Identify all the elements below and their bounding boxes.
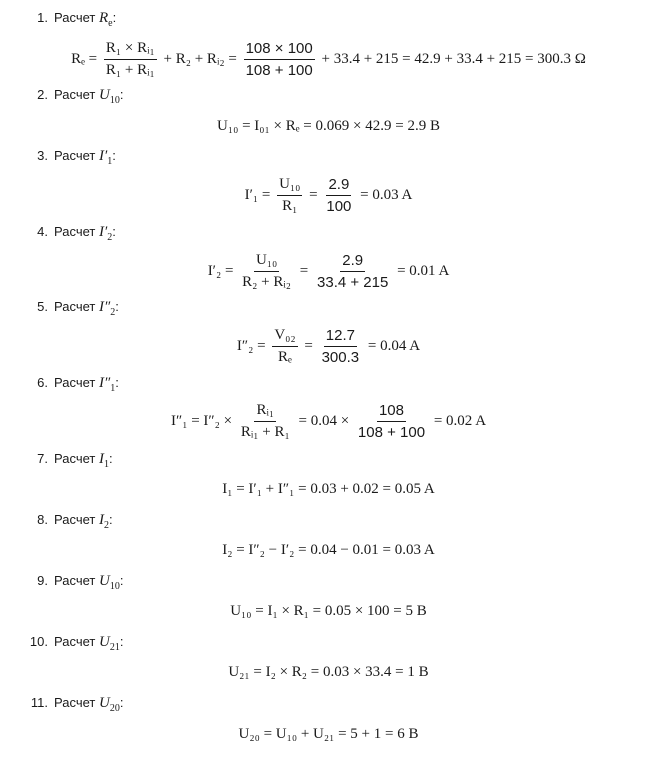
numerator: Rᵢ₁ [254,402,276,422]
symbol-base: I′ [98,224,108,240]
formula-5 [0,327,657,366]
step-label: Расчет [54,10,96,25]
symbol-sub: 20 [109,703,120,714]
formula-mid: = [309,186,318,203]
numerator: 12.7 [324,327,357,347]
numerator: U₁₀ [277,176,302,196]
step-symbol [98,375,116,394]
numerator: 2.9 [340,252,365,272]
denominator: 300.3 [321,349,360,366]
formula-rest: = 0.04 A [367,337,421,354]
step-number: 1. [37,10,48,25]
step-symbol [98,299,116,318]
symbol-sub: 10 [109,581,120,592]
fraction [315,252,390,291]
denominator: 108 + 100 [357,424,426,441]
step-symbol [98,634,120,653]
formula-rest: = 0.02 A [433,412,487,429]
step-9-heading: 9. Расчет $U_{10}$: [0,571,123,591]
step-label: Расчет [54,695,96,710]
symbol-base: I″ [98,375,111,391]
step-number: 4. [37,224,48,239]
symbol-sub: 1 [110,383,116,394]
numerator: R₁ × Rᵢ₁ [104,40,157,60]
step-1-heading: 1. Расчет $R_e$: [0,8,116,28]
step-number: 10. [29,634,48,649]
denominator: R₁ + Rᵢ₁ [105,62,155,78]
symbol-base: U [98,695,110,711]
symbol-sub: 2 [107,232,113,243]
formula-mid: = [304,337,313,354]
symbol-base: I″ [98,299,111,315]
formula-10: U₂₁ = I₂ × R₂ = 0.03 × 33.4 = 1 В [228,664,429,680]
step-number: 11. [30,695,48,710]
numerator: U₁₀ [254,252,279,272]
fraction [240,252,293,291]
symbol-sub: 10 [109,95,120,106]
symbol-sub: 1 [103,459,109,470]
numerator: V₀₂ [272,327,297,347]
fraction [104,40,157,79]
step-7-heading: 7. Расчет $I_1$: [0,449,113,469]
formula-lhs: I′₁ = [244,186,271,203]
step-5-heading: 5. Расчет $I''_2$: [0,297,119,317]
step-4-heading: 4. Расчет $I'_2$: [0,222,116,242]
step-label: Расчет [54,451,96,466]
formula-4 [0,252,657,291]
fraction [324,176,353,215]
step-3-heading: 3. Расчет $I'_1$: [0,146,116,166]
symbol-base: I [98,451,104,467]
formula-rest: = 0.03 A [360,186,413,203]
step-2-heading: 2. Расчет $U_{10}$: [0,85,123,105]
formula-1 [0,40,657,79]
step-label: Расчет [54,87,96,102]
step-8-heading: 8. Расчет $I_2$: [0,510,113,530]
symbol-base: I [98,512,104,528]
symbol-base: I′ [98,148,108,164]
symbol-base: U [98,87,110,103]
formula-lhs: I′₂ = [207,262,234,279]
step-10-heading: 10. Расчет $U_{21}$: [0,632,123,652]
formula-2: U₁₀ = I₀₁ × Rₑ = 0.069 × 42.9 = 2.9 В [217,118,440,134]
symbol-sub: e [108,18,113,29]
fraction [320,327,362,366]
fraction [244,40,315,79]
formula-6 [0,402,657,441]
step-label: Расчет [54,634,96,649]
step-symbol [98,573,120,592]
formula-mid: + R₂ + Rᵢ₂ = [163,50,237,67]
symbol-sub: 2 [110,307,116,318]
symbol-sub: 1 [107,156,113,167]
denominator: 33.4 + 215 [317,274,389,291]
formula-rest: + 33.4 + 215 = 42.9 + 33.4 + 215 = 300.3 Ω [321,50,586,67]
formula-lhs: I″₁ = I″₂ × [170,412,233,429]
symbol-sub: 21 [109,642,120,653]
formula-mid: = [299,262,309,279]
denominator: Rᵢ₁ + R₁ [240,424,290,440]
symbol-base: U [98,573,110,589]
formula-mid: = 0.04 × [298,412,350,429]
formula-9: U₁₀ = I₁ × R₁ = 0.05 × 100 = 5 В [230,603,427,619]
formula-7: I₁ = I′₁ + I″₁ = 0.03 + 0.02 = 0.05 A [222,481,435,497]
step-number: 7. [37,451,48,466]
fraction [272,327,297,366]
step-symbol [98,148,113,167]
step-number: 3. [37,148,48,163]
denominator: 108 + 100 [245,62,313,79]
fraction [277,176,302,215]
step-label: Расчет [54,375,96,390]
step-label: Расчет [54,224,96,239]
step-label: Расчет [54,299,96,314]
step-number: 2. [37,87,48,102]
step-label: Расчет [54,512,96,527]
step-number: 5. [37,299,48,314]
step-6-heading: 6. Расчет $I''_1$: [0,373,119,393]
numerator: 2.9 [326,176,351,196]
step-label: Расчет [54,148,96,163]
step-symbol [98,512,109,531]
fraction [356,402,427,441]
fraction [239,402,292,441]
formula-lhs: I″₂ = [236,337,266,354]
symbol-sub: 2 [103,520,109,531]
numerator: 108 × 100 [244,40,315,60]
step-number: 8. [37,512,48,527]
formula-3 [0,176,657,215]
denominator: Rₑ [278,349,292,365]
step-label: Расчет [54,573,96,588]
symbol-base: U [98,634,110,650]
step-symbol [98,695,120,714]
step-number: 6. [37,375,48,390]
step-symbol [98,451,109,470]
formula-11: U₂₀ = U₁₀ + U₂₁ = 5 + 1 = 6 В [238,726,419,742]
step-number: 9. [37,573,48,588]
step-11-heading: 11. Расчет $U_{20}$: [0,693,123,713]
numerator: 108 [377,402,406,422]
formula-8: I₂ = I″₂ − I′₂ = 0.04 − 0.01 = 0.03 A [222,542,435,558]
step-symbol [98,10,113,29]
denominator: R₁ [282,198,298,214]
denominator: 100 [326,198,352,215]
symbol-base: R [98,10,109,26]
step-symbol [98,87,120,106]
denominator: R₂ + Rᵢ₂ [242,274,292,290]
formula-lhs: Rₑ = [71,50,98,67]
step-symbol [98,224,113,243]
formula-rest: = 0.01 A [397,262,450,279]
